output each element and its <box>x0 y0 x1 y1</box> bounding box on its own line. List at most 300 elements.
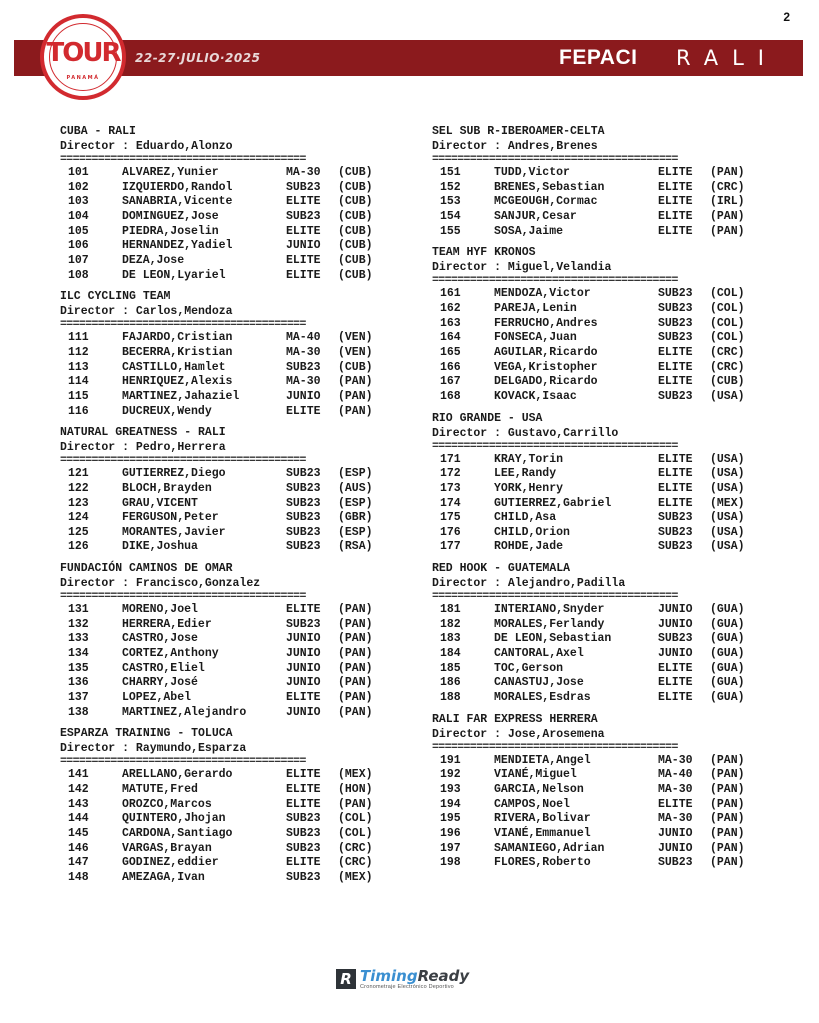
rider-nationality: (PAN) <box>710 224 745 238</box>
rider-number: 146 <box>68 841 89 855</box>
rider-nationality: (CUB) <box>338 239 373 253</box>
rider-category: SUB23 <box>658 540 693 554</box>
rider-category: MA-30 <box>658 783 693 797</box>
rider-category: MA-40 <box>658 768 693 782</box>
rider-nationality: (COL) <box>710 301 745 315</box>
rider-number: 164 <box>440 331 461 345</box>
rider-row <box>432 647 762 662</box>
rider-list <box>60 768 390 885</box>
rider-nationality: (PAN) <box>710 209 745 223</box>
rider-list <box>432 453 762 556</box>
rider-number: 137 <box>68 691 89 705</box>
rider-name: BLOCH,Brayden <box>122 481 212 495</box>
team-block <box>60 289 390 419</box>
rider-row <box>432 856 762 871</box>
rider-row <box>60 181 390 196</box>
rider-nationality: (GUA) <box>710 676 745 690</box>
rider-name: SANJUR,Cesar <box>494 209 577 223</box>
timingready-icon: R <box>336 969 356 989</box>
rider-nationality: (GUA) <box>710 661 745 675</box>
rider-number: 145 <box>68 827 89 840</box>
rider-name: AGUILAR,Ricardo <box>494 345 598 359</box>
rider-nationality: (CUB) <box>338 253 373 267</box>
rider-nationality: (ESP) <box>338 525 373 539</box>
rider-row <box>60 239 390 254</box>
rider-name: LOPEZ,Abel <box>122 691 192 705</box>
rider-number: 188 <box>440 691 461 705</box>
rider-row <box>432 526 762 541</box>
timingready-wordmark <box>360 968 469 984</box>
rider-name: CHILD,Orion <box>494 525 570 539</box>
team-name: CUBA - RALI <box>60 125 136 138</box>
rider-name: DELGADO,Ricardo <box>494 375 598 389</box>
rider-number: 108 <box>68 268 89 282</box>
rider-row <box>60 405 390 420</box>
rider-nationality: (COL) <box>710 331 745 345</box>
rider-nationality: (MEX) <box>338 768 373 782</box>
rider-category: SUB23 <box>286 525 321 539</box>
rider-number: 147 <box>68 856 89 870</box>
rider-number: 151 <box>440 166 461 179</box>
separator-line: ======================================= <box>432 440 678 453</box>
rider-nationality: (GUA) <box>710 603 745 617</box>
rider-row <box>432 302 762 317</box>
rider-nationality: (PAN) <box>338 661 373 675</box>
rider-name: CASTRO,Jose <box>122 632 198 646</box>
rider-nationality: (PAN) <box>710 783 745 797</box>
rider-nationality: (COL) <box>338 812 373 826</box>
rider-category: SUB23 <box>658 525 693 539</box>
team-name: NATURAL GREATNESS - RALI <box>60 426 226 440</box>
rider-nationality: (PAN) <box>710 812 745 826</box>
rider-category: JUNIO <box>658 827 693 840</box>
rider-row <box>60 647 390 662</box>
brand-ready: Ready <box>417 967 470 985</box>
rider-row <box>432 482 762 497</box>
rider-category: ELITE <box>286 856 321 870</box>
rider-name: PAREJA,Lenin <box>494 301 577 315</box>
page-number: 2 <box>783 10 790 24</box>
rider-row <box>60 195 390 210</box>
rider-category: ELITE <box>658 209 693 223</box>
rider-nationality: (COL) <box>710 287 745 301</box>
timingready-tagline: Cronometraje Electrónico Deportivo <box>360 984 454 990</box>
rider-nationality: (CRC) <box>710 180 745 194</box>
team-name: FUNDACIÓN CAMINOS DE OMAR <box>60 562 233 576</box>
rider-row <box>60 497 390 512</box>
rider-nationality: (GUA) <box>710 691 745 705</box>
rider-category: ELITE <box>286 195 321 209</box>
rider-category: SUB23 <box>658 331 693 345</box>
rider-row <box>60 662 390 677</box>
rider-name: AMEZAGA,Ivan <box>122 870 205 884</box>
team-block <box>432 411 762 556</box>
rider-list <box>60 166 390 283</box>
rider-row <box>60 676 390 691</box>
rider-number: 177 <box>440 540 461 554</box>
rider-nationality: (COL) <box>710 316 745 330</box>
rider-list <box>60 331 390 419</box>
team-block <box>60 561 390 720</box>
rider-number: 155 <box>440 224 461 238</box>
separator-line: ======================================= <box>60 319 306 332</box>
logo-subtitle: PANAMÁ <box>66 75 100 81</box>
rider-row <box>60 632 390 647</box>
rider-category: SUB23 <box>658 316 693 330</box>
rider-category: SUB23 <box>286 812 321 826</box>
rider-number: 125 <box>68 525 89 539</box>
rider-category: SUB23 <box>658 511 693 525</box>
rider-number: 134 <box>68 647 89 661</box>
rider-category: ELITE <box>658 661 693 675</box>
rider-nationality: (CUB) <box>338 180 373 194</box>
rider-number: 122 <box>68 481 89 495</box>
rider-nationality: (GUA) <box>710 632 745 646</box>
right-column <box>432 124 762 877</box>
rider-category: SUB23 <box>286 827 321 840</box>
team-director: Director : Carlos,Mendoza <box>60 305 233 319</box>
rider-name: MORALES,Ferlandy <box>494 617 605 631</box>
rider-name: CHARRY,José <box>122 676 198 690</box>
rider-name: FLORES,Roberto <box>494 856 591 870</box>
rider-category: ELITE <box>286 224 321 238</box>
team-block <box>60 726 390 885</box>
rider-category: MA-30 <box>658 753 693 767</box>
rider-number: 154 <box>440 209 461 223</box>
rider-category: SUB23 <box>286 870 321 884</box>
rider-name: SAMANIEGO,Adrian <box>494 841 605 855</box>
rider-nationality: (USA) <box>710 511 745 525</box>
rider-nationality: (PAN) <box>338 389 373 403</box>
rider-row <box>60 618 390 633</box>
rider-row <box>60 511 390 526</box>
rider-name: DEZA,Jose <box>122 253 185 267</box>
timingready-logo <box>336 968 469 990</box>
rider-row <box>60 254 390 269</box>
rider-category: SUB23 <box>286 841 321 855</box>
rider-number: 171 <box>440 452 461 466</box>
rider-list <box>432 603 762 706</box>
rider-nationality: (PAN) <box>710 753 745 767</box>
rider-nationality: (USA) <box>710 540 745 554</box>
rider-row <box>432 768 762 783</box>
rider-name: FERRUCHO,Andres <box>494 316 598 330</box>
rider-row <box>60 346 390 361</box>
rider-row <box>60 768 390 783</box>
rider-number: 126 <box>68 540 89 554</box>
rider-name: MORENO,Joel <box>122 603 198 617</box>
rider-category: JUNIO <box>286 647 321 661</box>
rider-category: MA-30 <box>286 375 321 389</box>
rider-number: 148 <box>68 870 89 884</box>
logo-title: TOUR <box>46 38 120 68</box>
rider-row <box>60 210 390 225</box>
rider-category: SUB23 <box>286 180 321 194</box>
rider-number: 186 <box>440 676 461 690</box>
rider-number: 163 <box>440 316 461 330</box>
rider-number: 121 <box>68 467 89 481</box>
rider-number: 138 <box>68 705 89 719</box>
rider-category: SUB23 <box>658 632 693 646</box>
rider-row <box>432 210 762 225</box>
rider-category: ELITE <box>658 467 693 481</box>
rider-category: ELITE <box>286 603 321 617</box>
rider-number: 182 <box>440 617 461 631</box>
team-name: RED HOOK - GUATEMALA <box>432 562 571 576</box>
team-block <box>60 425 390 555</box>
rider-number: 135 <box>68 661 89 675</box>
rider-nationality: (RSA) <box>338 540 373 554</box>
rider-list <box>60 603 390 720</box>
rider-name: VARGAS,Brayan <box>122 841 212 855</box>
rider-name: FERGUSON,Peter <box>122 511 219 525</box>
team-director: Director : Gustavo,Carrillo <box>432 426 619 440</box>
rider-category: JUNIO <box>658 617 693 631</box>
brand-timing: Timing <box>360 967 418 985</box>
rider-name: OROZCO,Marcos <box>122 797 212 811</box>
rider-name: CASTILLO,Hamlet <box>122 360 226 374</box>
rider-name: ROHDE,Jade <box>494 540 564 554</box>
rider-number: 197 <box>440 841 461 855</box>
rider-name: DE LEON,Sebastian <box>494 632 612 646</box>
rider-nationality: (PAN) <box>338 691 373 705</box>
team-name: ILC CYCLING TEAM <box>60 290 171 304</box>
rider-category: ELITE <box>658 345 693 359</box>
rider-number: 168 <box>440 389 461 403</box>
rider-name: BRENES,Sebastian <box>494 180 605 194</box>
rider-name: FAJARDO,Cristian <box>122 331 233 345</box>
team-name: RALI FAR EXPRESS HERRERA <box>432 712 598 726</box>
rider-number: 165 <box>440 345 461 359</box>
rider-category: ELITE <box>286 797 321 811</box>
rider-nationality: (ESP) <box>338 467 373 481</box>
rider-name: DE LEON,Lyariel <box>122 268 226 282</box>
rider-name: ARELLANO,Gerardo <box>122 768 233 782</box>
rider-category: JUNIO <box>658 603 693 617</box>
rider-name: GARCIA,Nelson <box>494 783 584 797</box>
rider-category: ELITE <box>658 375 693 389</box>
rider-number: 103 <box>68 195 89 209</box>
team-director: Director : Andres,Brenes <box>432 140 598 153</box>
rider-category: ELITE <box>658 797 693 811</box>
rider-name: MARTINEZ,Jahaziel <box>122 389 240 403</box>
rider-nationality: (CUB) <box>338 360 373 374</box>
rider-number: 111 <box>68 331 89 345</box>
rider-category: SUB23 <box>286 540 321 554</box>
rider-row <box>60 827 390 842</box>
separator-line: ======================================= <box>60 154 306 166</box>
rider-nationality: (USA) <box>710 525 745 539</box>
rider-name: SOSA,Jaime <box>494 224 564 238</box>
rider-name: DOMINGUEZ,Jose <box>122 209 219 223</box>
rider-row <box>432 812 762 827</box>
rider-number: 141 <box>68 768 89 782</box>
rider-category: SUB23 <box>286 360 321 374</box>
rider-name: CAMPOS,Noel <box>494 797 570 811</box>
rider-name: VEGA,Kristopher <box>494 360 598 374</box>
rider-nationality: (CRC) <box>710 360 745 374</box>
rider-number: 132 <box>68 617 89 631</box>
rider-row <box>60 856 390 871</box>
tour-panama-logo <box>40 14 126 100</box>
rider-category: ELITE <box>658 195 693 209</box>
rider-name: KOVACK,Isaac <box>494 389 577 403</box>
fepaci-logo: FEPACI <box>559 46 638 69</box>
rider-category: ELITE <box>658 180 693 194</box>
rider-nationality: (PAN) <box>338 617 373 631</box>
rider-nationality: (COL) <box>338 827 373 840</box>
rider-name: CARDONA,Santiago <box>122 827 233 840</box>
rider-category: JUNIO <box>658 647 693 661</box>
rider-number: 123 <box>68 496 89 510</box>
rider-nationality: (PAN) <box>710 768 745 782</box>
rider-name: MARTINEZ,Alejandro <box>122 705 247 719</box>
rider-row <box>432 467 762 482</box>
rider-name: BECERRA,Kristian <box>122 345 233 359</box>
rider-number: 176 <box>440 525 461 539</box>
rider-row <box>432 603 762 618</box>
rider-name: DUCREUX,Wendy <box>122 404 212 418</box>
rider-row <box>432 540 762 555</box>
rider-row <box>432 361 762 376</box>
rider-number: 194 <box>440 797 461 811</box>
rider-row <box>432 287 762 302</box>
rider-name: GUTIERREZ,Gabriel <box>494 496 612 510</box>
rider-name: CANASTUJ,Jose <box>494 676 584 690</box>
rider-row <box>432 662 762 677</box>
rider-nationality: (CUB) <box>338 195 373 209</box>
rider-name: RIVERA,Bolivar <box>494 812 591 826</box>
rider-name: DIKE,Joshua <box>122 540 198 554</box>
rider-category: SUB23 <box>286 496 321 510</box>
rider-row <box>432 317 762 332</box>
team-director: Director : Jose,Arosemena <box>432 727 605 741</box>
rider-row <box>432 691 762 706</box>
rider-number: 136 <box>68 676 89 690</box>
rali-logo: RALI <box>676 46 778 70</box>
event-dates: 22-27·JULIO·2025 <box>135 51 261 65</box>
rider-row <box>432 511 762 526</box>
rider-name: IZQUIERDO,Randol <box>122 180 233 194</box>
separator-line: ======================================= <box>432 591 678 604</box>
rider-row <box>432 225 762 240</box>
rider-nationality: (CUB) <box>338 224 373 238</box>
rider-category: ELITE <box>658 676 693 690</box>
rider-category: ELITE <box>286 268 321 282</box>
rider-name: YORK,Henry <box>494 481 564 495</box>
rider-number: 102 <box>68 180 89 194</box>
rider-number: 162 <box>440 301 461 315</box>
rider-number: 192 <box>440 768 461 782</box>
rider-name: MENDOZA,Victor <box>494 287 591 301</box>
rider-name: MORALES,Esdras <box>494 691 591 705</box>
rider-row <box>60 390 390 405</box>
rider-number: 113 <box>68 360 89 374</box>
rider-category: ELITE <box>286 768 321 782</box>
team-block <box>432 245 762 404</box>
rider-nationality: (PAN) <box>710 827 745 840</box>
rider-row <box>60 798 390 813</box>
rider-category: ELITE <box>286 253 321 267</box>
rider-nationality: (CUB) <box>338 268 373 282</box>
rider-number: 124 <box>68 511 89 525</box>
rider-category: ELITE <box>658 224 693 238</box>
rider-nationality: (GUA) <box>710 647 745 661</box>
rider-nationality: (USA) <box>710 481 745 495</box>
rider-row <box>432 195 762 210</box>
rider-category: SUB23 <box>286 467 321 481</box>
team-block <box>432 124 762 239</box>
rider-number: 175 <box>440 511 461 525</box>
rider-name: QUINTERO,Jhojan <box>122 812 226 826</box>
left-column <box>60 124 390 892</box>
rider-number: 191 <box>440 753 461 767</box>
rider-category: SUB23 <box>658 856 693 870</box>
rider-name: HERNANDEZ,Yadiel <box>122 239 233 253</box>
rider-row <box>432 497 762 512</box>
rider-name: ALVAREZ,Yunier <box>122 166 219 179</box>
team-name: ESPARZA TRAINING - TOLUCA <box>60 727 233 741</box>
rider-nationality: (CUB) <box>710 375 745 389</box>
rider-number: 198 <box>440 856 461 870</box>
rider-number: 193 <box>440 783 461 797</box>
rider-row <box>432 798 762 813</box>
rider-nationality: (PAN) <box>338 603 373 617</box>
rider-name: INTERIANO,Snyder <box>494 603 605 617</box>
rider-category: JUNIO <box>286 239 321 253</box>
rider-number: 131 <box>68 603 89 617</box>
rider-nationality: (USA) <box>710 452 745 466</box>
rider-number: 152 <box>440 180 461 194</box>
rider-nationality: (USA) <box>710 389 745 403</box>
rider-number: 133 <box>68 632 89 646</box>
rider-name: CANTORAL,Axel <box>494 647 584 661</box>
team-director: Director : Alejandro,Padilla <box>432 577 626 591</box>
rider-name: KRAY,Torin <box>494 452 564 466</box>
rider-nationality: (GUA) <box>710 617 745 631</box>
rider-name: HERRERA,Edier <box>122 617 212 631</box>
separator-line: ======================================= <box>60 455 306 468</box>
rider-row <box>60 842 390 857</box>
team-name: TEAM HYF KRONOS <box>432 246 536 260</box>
rider-nationality: (IRL) <box>710 195 745 209</box>
rider-number: 115 <box>68 389 89 403</box>
rider-name: GODINEZ,eddier <box>122 856 219 870</box>
rider-nationality: (ESP) <box>338 496 373 510</box>
rider-category: ELITE <box>658 166 693 179</box>
rider-name: TUDD,Victor <box>494 166 570 179</box>
rider-category: JUNIO <box>286 661 321 675</box>
rider-category: SUB23 <box>658 301 693 315</box>
rider-category: JUNIO <box>286 676 321 690</box>
rider-number: 195 <box>440 812 461 826</box>
rider-number: 105 <box>68 224 89 238</box>
rider-name: VIANÉ,Emmanuel <box>494 827 591 840</box>
rider-nationality: (CRC) <box>710 345 745 359</box>
team-director: Director : Francisco,Gonzalez <box>60 577 261 591</box>
rider-row <box>60 467 390 482</box>
rider-number: 107 <box>68 253 89 267</box>
rider-category: ELITE <box>658 481 693 495</box>
rider-row <box>60 812 390 827</box>
team-director: Director : Eduardo,Alonzo <box>60 140 233 153</box>
rider-number: 173 <box>440 481 461 495</box>
rider-category: JUNIO <box>286 389 321 403</box>
separator-line: ======================================= <box>60 756 306 769</box>
rider-nationality: (VEN) <box>338 345 373 359</box>
rider-category: SUB23 <box>286 617 321 631</box>
rider-nationality: (PAN) <box>338 404 373 418</box>
